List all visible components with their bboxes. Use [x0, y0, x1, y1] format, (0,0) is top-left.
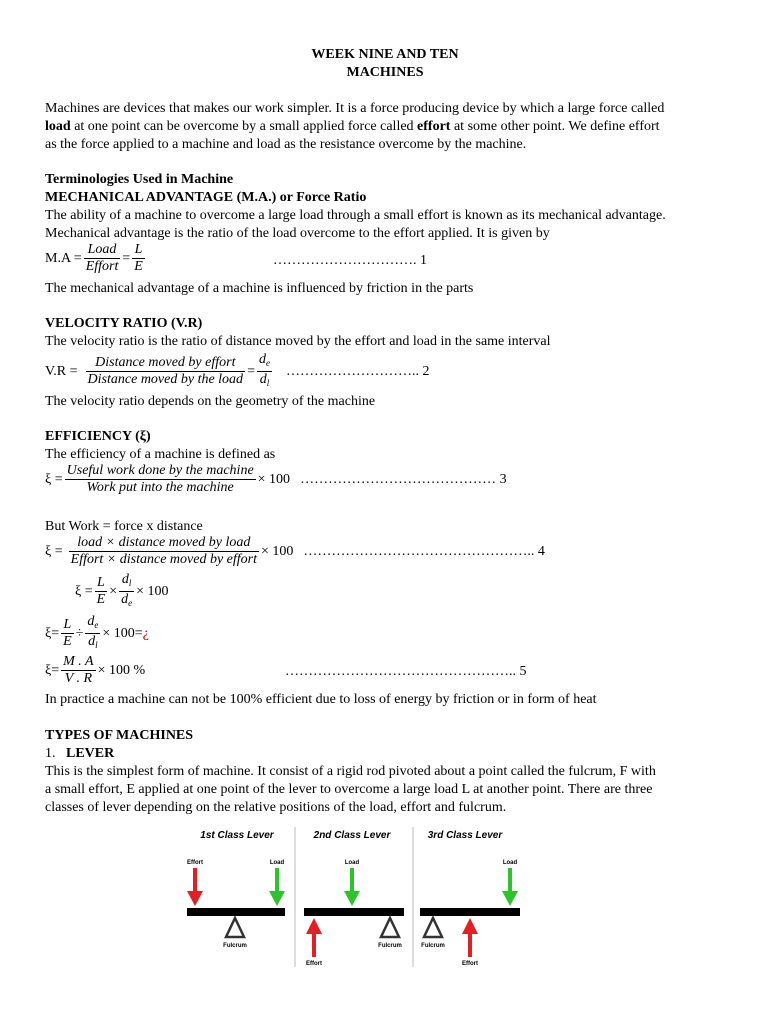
frac-den: Effort × distance moved by effort [70, 552, 257, 567]
subscript: e [94, 620, 99, 630]
fulcrum-icon [226, 918, 244, 937]
vr-heading: VELOCITY RATIO (V.R) [45, 316, 203, 331]
frac-den [257, 372, 272, 391]
frac-num: Distance moved by effort [86, 355, 246, 372]
effort-bold: effort [417, 119, 451, 134]
eff-fraction-2 [69, 535, 259, 568]
load-label: Load [344, 860, 360, 866]
frac-num: M . A [63, 654, 94, 669]
frac-den: E [63, 634, 72, 649]
vr-lhs: V.R = [45, 363, 78, 379]
intro-line-3: as the force applied to a machine and load as the resistance overcome by the machine. [45, 137, 527, 152]
load-label: Load [269, 860, 285, 866]
eq-number-4: ………………………………………….. 4 [303, 543, 545, 559]
frac-den: Distance moved by the load [87, 372, 244, 387]
divide: ÷ [75, 625, 84, 641]
intro-text: at some other point. We define effort [450, 119, 660, 134]
vr-note: The velocity ratio depends on the geometry of the machine [45, 394, 376, 409]
xi-lhs: ξ= [45, 625, 60, 641]
vr-line-1: The velocity ratio is the ratio of distance moved by the effort and load in the same interval [45, 334, 551, 349]
effort-label: Effort [306, 961, 322, 967]
d-symbol: d [121, 572, 129, 587]
equals: = [247, 363, 255, 379]
de-over-dl [85, 614, 100, 653]
l-over-e [95, 575, 108, 608]
inverted-question-mark: ¿ [142, 625, 149, 641]
terminologies-heading: Terminologies Used in Machine [45, 172, 234, 187]
class3-label: 3rd Class Lever [427, 830, 503, 841]
equals: = [122, 250, 131, 266]
eff-equation-5 [45, 654, 145, 687]
intro-text: at one point can be overcome by a small applied force called [70, 119, 418, 134]
effort-label: Effort [462, 961, 478, 967]
eff-equation-divide [45, 614, 149, 653]
times-100: × 100 [257, 471, 291, 487]
load-arrow-down [269, 868, 285, 906]
lever-heading [45, 745, 114, 763]
times-100: × 100 [261, 543, 294, 559]
load-arrow-down [344, 868, 360, 906]
effort-label: Effort [187, 860, 203, 866]
d-symbol: d [258, 352, 266, 367]
d-symbol: d [88, 634, 96, 649]
subscript: l [266, 378, 270, 388]
lever-title: LEVER [66, 746, 115, 761]
frac-den: V . R [64, 671, 93, 686]
ma-fraction-1 [84, 242, 121, 275]
work-line: But Work = force x distance [45, 519, 203, 534]
dl-over-de [119, 572, 134, 611]
load-label: Load [502, 860, 518, 866]
frac-num [119, 572, 134, 592]
lever-bar [304, 908, 404, 916]
frac-num: L [61, 617, 74, 634]
times-100-percent: × 100 % [97, 662, 146, 678]
l-over-e [61, 617, 74, 650]
frac-num: Useful work done by the machine [66, 463, 254, 478]
lever-line-3: classes of lever depending on the relative positions of the load, effort and fulcrum. [45, 800, 507, 815]
ma-equation [45, 242, 147, 275]
eff-equation-expanded [75, 572, 169, 611]
ma-heading: MECHANICAL ADVANTAGE (M.A.) or Force Ratio [45, 190, 367, 205]
fulcrum-icon [381, 918, 399, 937]
times-100: × 100= [102, 625, 143, 641]
fulcrum-label: Fulcrum [223, 943, 247, 949]
fulcrum-label: Fulcrum [378, 943, 402, 949]
effort-arrow-up [462, 918, 478, 957]
frac-den: E [134, 259, 143, 274]
practice-line: In practice a machine can not be 100% efficient due to loss of energy by friction or in form of heat [45, 692, 597, 707]
ma-note: The mechanical advantage of a machine is influenced by friction in the parts [45, 281, 474, 296]
fulcrum-label: Fulcrum [421, 943, 445, 949]
times-100: × 100 [136, 583, 169, 599]
vr-equation [45, 352, 429, 391]
ma-fraction-2 [132, 242, 145, 275]
vr-fraction-1 [86, 355, 246, 388]
d-symbol: d [87, 614, 95, 629]
eq-number-1: …………………………. 1 [273, 253, 427, 268]
frac-num [257, 352, 272, 372]
title-machines: MACHINES [346, 65, 424, 80]
eff-heading: EFFICIENCY (ξ) [45, 429, 151, 444]
frac-num: L [95, 575, 108, 592]
ma-line-1: The ability of a machine to overcome a large load through a small effort is known as its mechanical advantage. [45, 208, 666, 223]
times: × [109, 583, 118, 599]
subscript: e [265, 358, 270, 368]
effort-arrow-up [306, 918, 322, 957]
intro-line-2 [45, 118, 660, 136]
lever-bar [187, 908, 285, 916]
eff-equation-3 [45, 463, 507, 496]
ma-lhs: M.A = [45, 250, 82, 266]
lever-line-1: This is the simplest form of machine. It consist of a rigid rod pivoted about a point called the fulcrum, F with [45, 764, 656, 779]
lever-classes-figure [140, 822, 540, 977]
load-bold: load [45, 119, 71, 134]
load-arrow-down [502, 868, 518, 906]
frac-num: load × distance moved by load [69, 535, 259, 552]
fulcrum-icon [424, 918, 442, 937]
xi-lhs: ξ= [45, 662, 60, 678]
lever-diagram [140, 822, 540, 972]
title-week: WEEK NINE AND TEN [311, 47, 459, 62]
ma-line-2: Mechanical advantage is the ratio of the load overcome to the effort applied. It is given by [45, 226, 550, 241]
frac-num: L [132, 242, 145, 259]
eq-number-5: ………………………………………….. 5 [285, 664, 527, 679]
vr-fraction-2 [257, 352, 272, 391]
subscript: l [95, 640, 98, 650]
eff-equation-4 [45, 535, 545, 568]
d-symbol: d [259, 372, 267, 387]
frac-num: Load [84, 242, 121, 259]
class2-label: 2nd Class Lever [313, 830, 391, 841]
frac-den: E [96, 592, 106, 607]
ma-over-vr [61, 654, 95, 687]
eff-line-1: The efficiency of a machine is defined as [45, 447, 276, 462]
frac-num [85, 614, 100, 634]
frac-den: Work put into the machine [86, 480, 234, 495]
subscript: l [128, 578, 132, 588]
d-symbol: d [121, 592, 129, 607]
frac-den [85, 634, 100, 653]
eq-number-2: ……………………….. 2 [285, 363, 430, 379]
list-number: 1. [45, 746, 56, 761]
xi-lhs: ξ = [75, 583, 93, 599]
lever-bar [420, 908, 520, 916]
lever-line-2: a small effort, E applied at one point of the lever to overcome a large load L at another point. There are three [45, 782, 653, 797]
xi-lhs: ξ = [45, 543, 63, 559]
frac-den [119, 592, 134, 611]
eff-fraction-1 [65, 463, 256, 496]
eq-number-3: …………………………………… 3 [300, 471, 507, 487]
effort-arrow-down [187, 868, 203, 906]
class1-label: 1st Class Lever [200, 830, 274, 841]
types-heading: TYPES OF MACHINES [45, 728, 194, 743]
intro-line-1: Machines are devices that makes our work simpler. It is a force producing device by which a large force called [45, 101, 665, 116]
subscript: e [128, 598, 133, 608]
xi-lhs: ξ = [45, 471, 63, 487]
frac-den: Effort [85, 259, 119, 274]
